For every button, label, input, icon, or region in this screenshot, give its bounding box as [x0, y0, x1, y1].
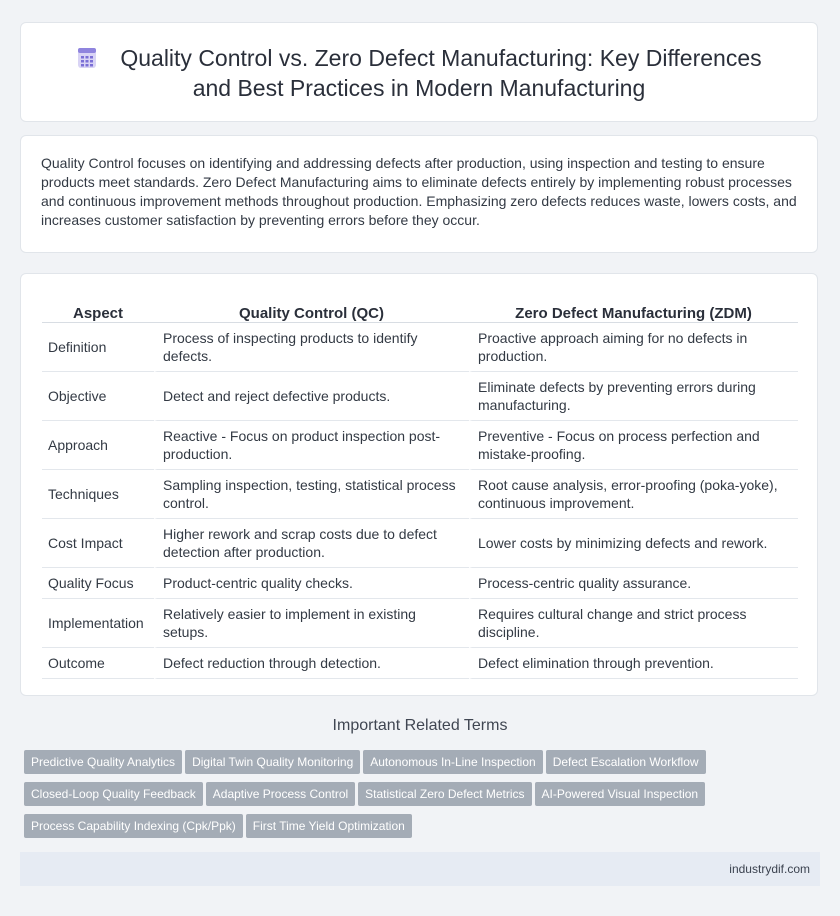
aspect-cell: Implementation: [42, 599, 154, 648]
zdm-cell: Root cause analysis, error-proofing (poka-yoke), continuous improvement.: [469, 470, 798, 519]
table-row: [42, 648, 798, 679]
related-term-tag[interactable]: Digital Twin Quality Monitoring: [185, 750, 360, 774]
aspect-cell: Outcome: [42, 648, 154, 679]
related-term-tag[interactable]: Statistical Zero Defect Metrics: [358, 782, 531, 806]
qc-cell: Product-centric quality checks.: [154, 568, 469, 599]
footer-site-link[interactable]: industrydif.com: [729, 862, 810, 876]
zdm-cell: Lower costs by minimizing defects and rework.: [469, 519, 798, 568]
qc-cell: Relatively easier to implement in existing setups.: [154, 599, 469, 648]
related-term-tag[interactable]: Defect Escalation Workflow: [546, 750, 706, 774]
related-term-tag[interactable]: AI-Powered Visual Inspection: [535, 782, 706, 806]
zdm-cell: Eliminate defects by preventing errors during manufacturing.: [469, 372, 798, 421]
zdm-cell: Preventive - Focus on process perfection and mistake-proofing.: [469, 421, 798, 470]
intro-card: [20, 135, 818, 253]
related-term-tag[interactable]: Predictive Quality Analytics: [24, 750, 182, 774]
zdm-cell: Proactive approach aiming for no defects in production.: [469, 323, 798, 372]
comparison-table: [42, 294, 798, 679]
aspect-cell: Definition: [42, 323, 154, 372]
qc-cell: Defect reduction through detection.: [154, 648, 469, 679]
aspect-cell: Cost Impact: [42, 519, 154, 568]
related-term-tag[interactable]: Autonomous In-Line Inspection: [363, 750, 542, 774]
header-qc: Quality Control (QC): [154, 294, 469, 323]
header-card: [20, 22, 818, 122]
comparison-card: [20, 273, 818, 696]
qc-cell: Sampling inspection, testing, statistical process control.: [154, 470, 469, 519]
table-row: [42, 470, 798, 519]
table-row: [42, 372, 798, 421]
document-grid-icon: [76, 46, 98, 68]
footer-bar: [20, 852, 820, 886]
related-term-tag[interactable]: Closed-Loop Quality Feedback: [24, 782, 203, 806]
aspect-cell: Objective: [42, 372, 154, 421]
title-line-1: Quality Control vs. Zero Defect Manufacturing: Key Differences: [120, 45, 762, 71]
intro-paragraph: Quality Control focuses on identifying and addressing defects after production, using inspection and testing to ensure products meet standards. Zero Defect Manufacturing aims to eliminate defects entirely by implementing robust processes and continuous improvement methods throughout production. Emphasizing zero defects reduces waste, lowers costs, and increases customer satisfaction by preventing errors before they occur.: [41, 155, 797, 228]
table-header-row: [42, 294, 798, 323]
zdm-cell: Process-centric quality assurance.: [469, 568, 798, 599]
aspect-cell: Techniques: [42, 470, 154, 519]
qc-cell: Higher rework and scrap costs due to defect detection after production.: [154, 519, 469, 568]
table-row: [42, 599, 798, 648]
qc-cell: Process of inspecting products to identify defects.: [154, 323, 469, 372]
title-line-2: and Best Practices in Modern Manufacturing: [192, 75, 646, 101]
related-term-tag[interactable]: Adaptive Process Control: [206, 782, 355, 806]
aspect-cell: Approach: [42, 421, 154, 470]
aspect-cell: Quality Focus: [42, 568, 154, 599]
zdm-cell: Requires cultural change and strict process discipline.: [469, 599, 798, 648]
header-aspect: Aspect: [42, 294, 154, 323]
table-row: [42, 519, 798, 568]
page-title: [21, 43, 817, 103]
related-term-tag[interactable]: Process Capability Indexing (Cpk/Ppk): [24, 814, 243, 838]
zdm-cell: Defect elimination through prevention.: [469, 648, 798, 679]
table-row: [42, 568, 798, 599]
table-row: [42, 421, 798, 470]
related-terms-title: Important Related Terms: [332, 717, 508, 734]
related-term-tag[interactable]: First Time Yield Optimization: [246, 814, 412, 838]
header-zdm: Zero Defect Manufacturing (ZDM): [469, 294, 798, 323]
related-terms-list: [24, 750, 784, 846]
qc-cell: Reactive - Focus on product inspection post-production.: [154, 421, 469, 470]
qc-cell: Detect and reject defective products.: [154, 372, 469, 421]
table-row: [42, 323, 798, 372]
